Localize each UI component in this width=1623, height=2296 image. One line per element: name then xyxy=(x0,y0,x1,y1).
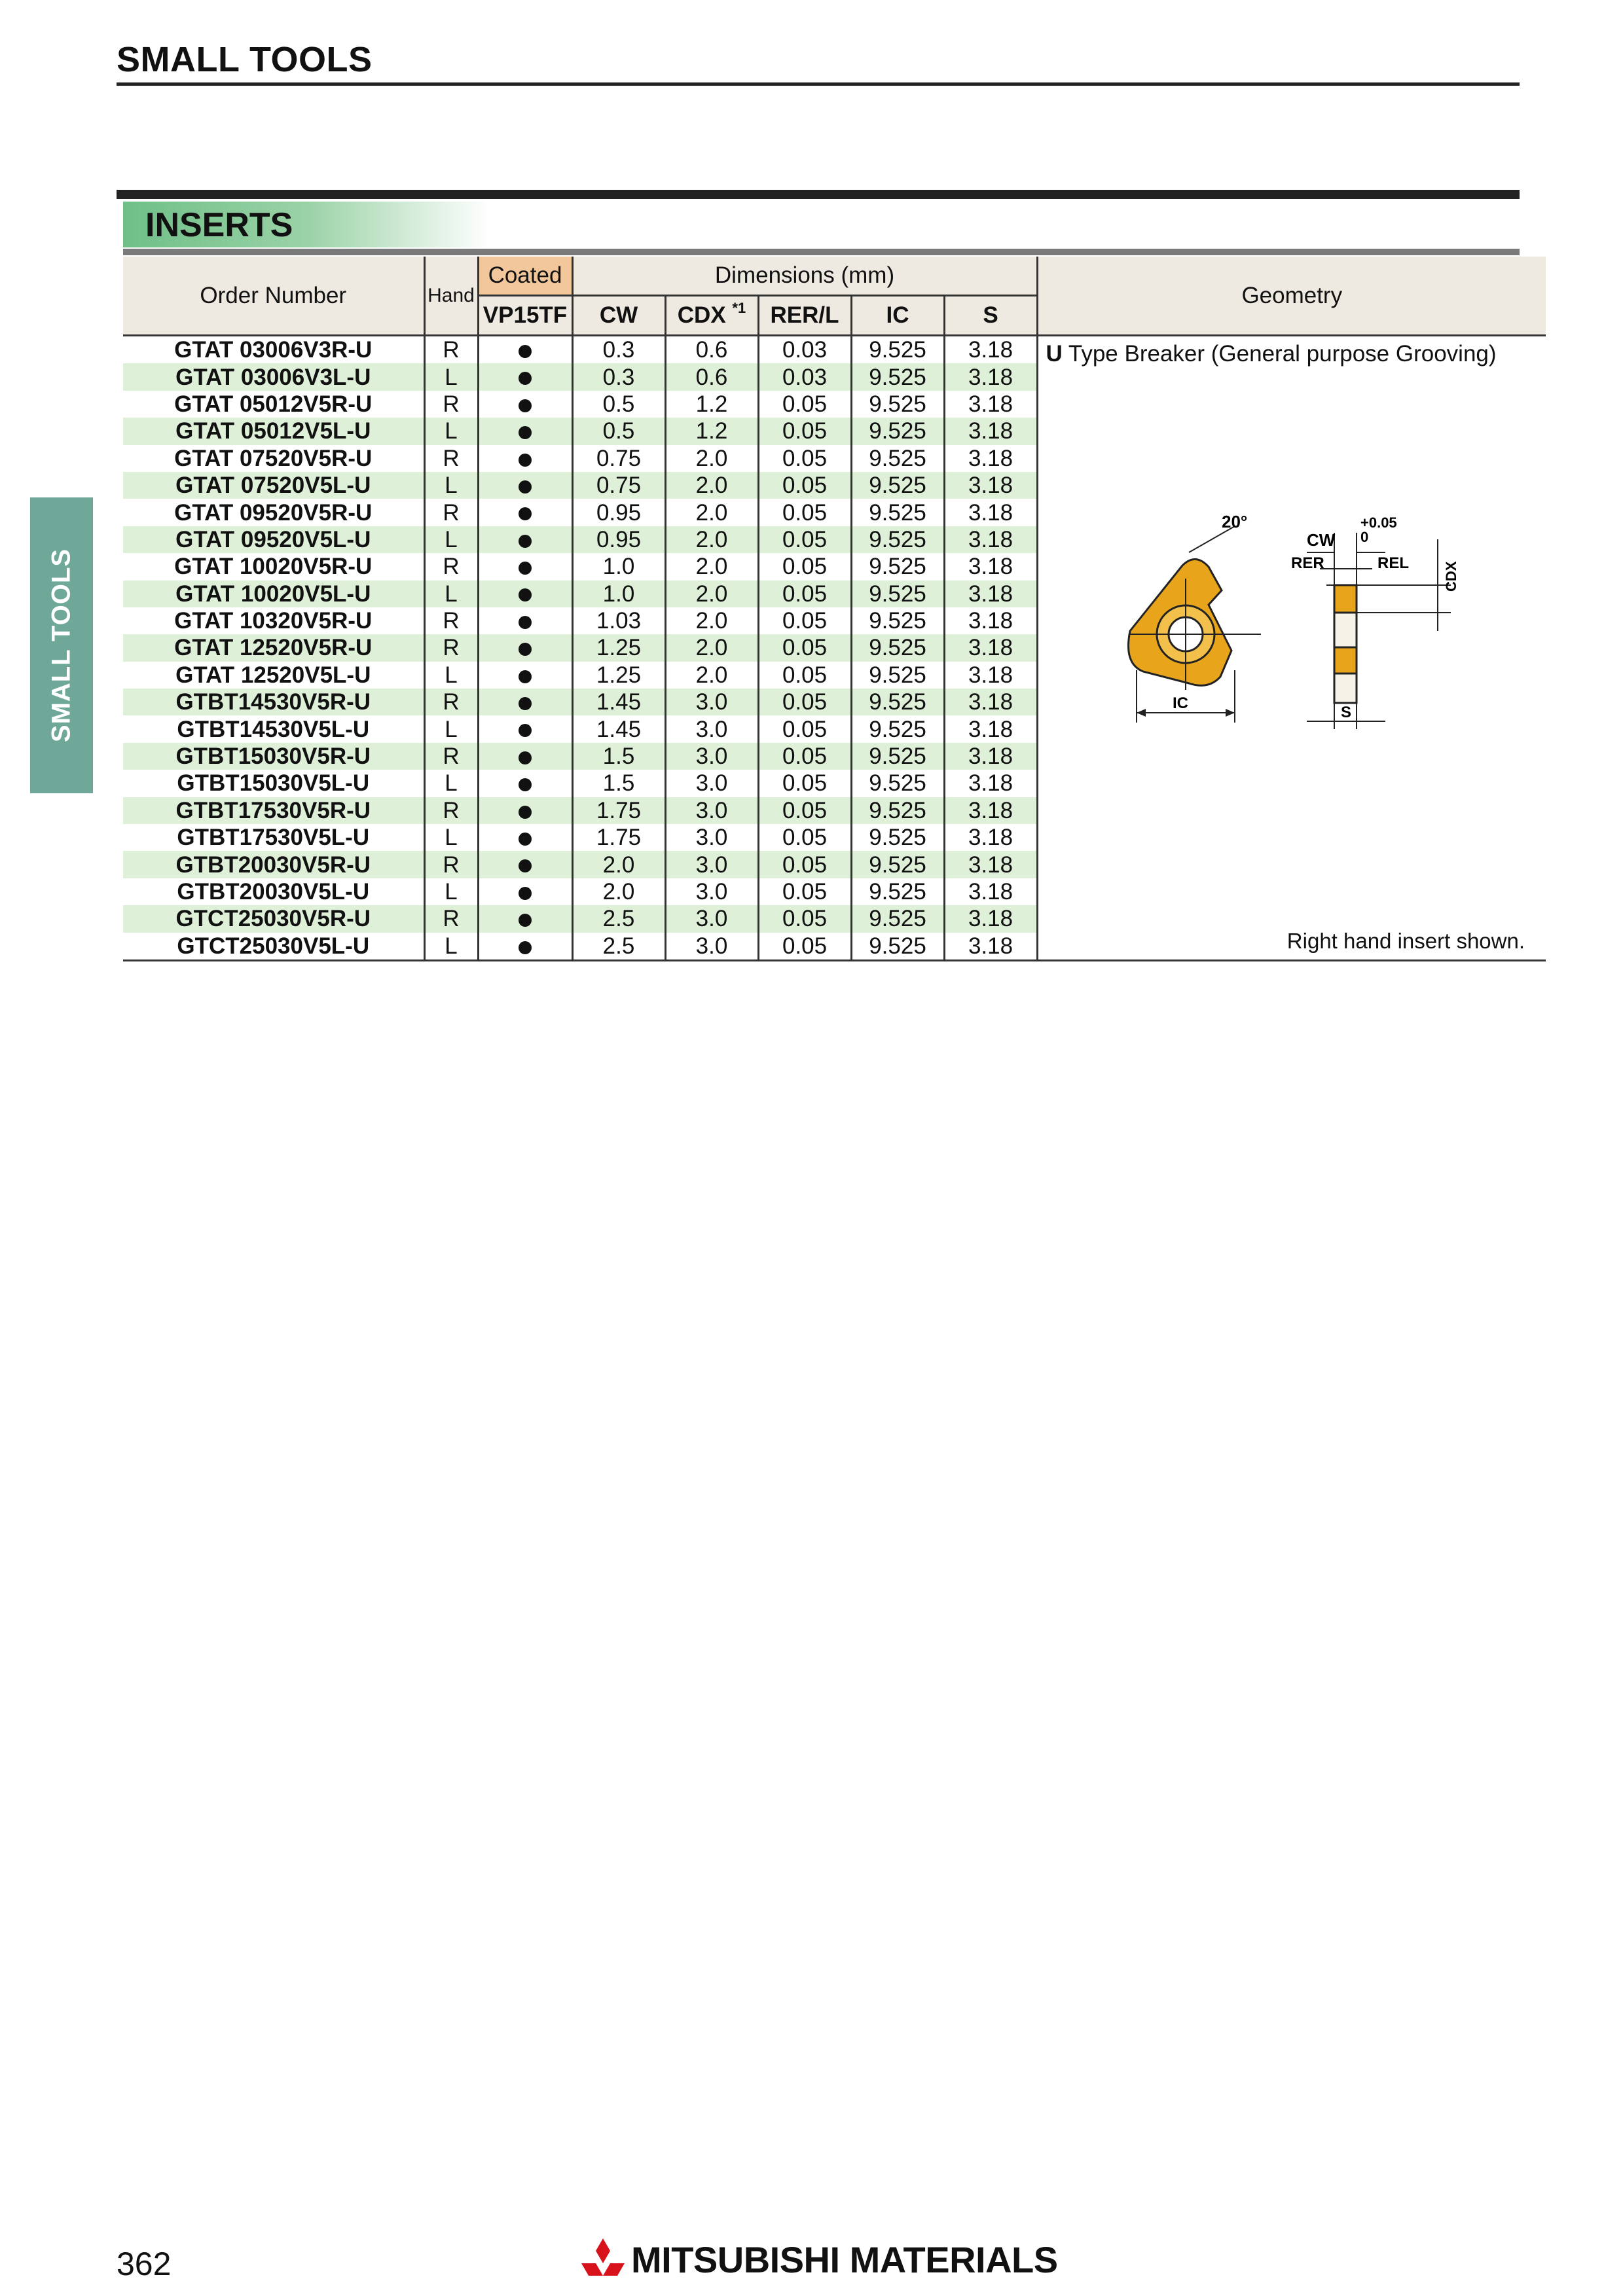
availability-dot-icon xyxy=(519,399,532,412)
rerl-cell: 0.05 xyxy=(758,824,851,851)
hand-cell: R xyxy=(424,607,478,634)
hand-cell: R xyxy=(424,445,478,472)
grade-cell xyxy=(478,553,572,580)
cdx-cell: 0.6 xyxy=(665,363,758,390)
cw-label: CW xyxy=(1306,530,1335,550)
s-cell: 3.18 xyxy=(944,662,1037,689)
grade-cell xyxy=(478,634,572,661)
rerl-cell: 0.05 xyxy=(758,743,851,770)
s-cell: 3.18 xyxy=(944,472,1037,499)
availability-dot-icon xyxy=(519,454,532,467)
rerl-cell: 0.05 xyxy=(758,933,851,961)
cdx-cell: 3.0 xyxy=(665,797,758,824)
rerl-cell: 0.05 xyxy=(758,905,851,932)
hand-cell: R xyxy=(424,851,478,878)
cdx-cell: 3.0 xyxy=(665,770,758,797)
grade-cell xyxy=(478,336,572,364)
order-cell: GTBT14530V5R-U xyxy=(123,689,424,715)
tol-upper-label: +0.05 xyxy=(1360,514,1397,531)
header-ic: IC xyxy=(851,296,944,336)
order-cell: GTAT 12520V5R-U xyxy=(123,634,424,661)
ic-cell: 9.525 xyxy=(851,634,944,661)
header-geometry: Geometry xyxy=(1037,257,1546,336)
ic-cell: 9.525 xyxy=(851,581,944,607)
geometry-cell xyxy=(1037,336,1546,961)
rerl-cell: 0.05 xyxy=(758,391,851,418)
order-cell: GTAT 07520V5R-U xyxy=(174,445,373,471)
grade-cell xyxy=(478,824,572,851)
section-title: INSERTS xyxy=(145,206,293,244)
cdx-cell: 2.0 xyxy=(665,445,758,472)
rerl-cell: 0.05 xyxy=(758,499,851,526)
ic-cell: 9.525 xyxy=(851,905,944,932)
brand-name: MITSUBISHI MATERIALS xyxy=(631,2239,1058,2280)
grade-cell xyxy=(478,472,572,499)
ic-cell: 9.525 xyxy=(851,499,944,526)
hand-cell: L xyxy=(424,526,478,553)
cdx-cell: 2.0 xyxy=(665,526,758,553)
tol-lower-label: 0 xyxy=(1360,529,1368,545)
angle-label: 20° xyxy=(1221,513,1247,531)
availability-dot-icon xyxy=(519,562,532,575)
rerl-cell: 0.05 xyxy=(758,581,851,607)
hand-cell: L xyxy=(424,581,478,607)
inserts-table xyxy=(123,257,1546,961)
cw-cell: 1.75 xyxy=(572,824,665,851)
rerl-cell: 0.05 xyxy=(758,878,851,905)
cw-cell: 1.45 xyxy=(572,715,665,742)
availability-dot-icon xyxy=(519,507,532,520)
order-cell: GTBT15030V5L-U xyxy=(177,770,370,797)
order-cell: GTAT 07520V5L-U xyxy=(123,472,424,499)
s-cell: 3.18 xyxy=(944,581,1037,607)
header-order-number: Order Number xyxy=(123,257,424,336)
grade-cell xyxy=(478,418,572,444)
cw-cell: 2.5 xyxy=(572,905,665,932)
hand-cell: R xyxy=(424,553,478,580)
grade-cell xyxy=(478,526,572,553)
page-number: 362 xyxy=(117,2246,172,2282)
ic-cell: 9.525 xyxy=(851,743,944,770)
availability-dot-icon xyxy=(519,480,532,493)
header-cdx-note: *1 xyxy=(732,300,746,316)
s-cell: 3.18 xyxy=(944,363,1037,390)
cw-cell: 1.25 xyxy=(572,634,665,661)
rerl-cell: 0.05 xyxy=(758,472,851,499)
s-cell: 3.18 xyxy=(944,878,1037,905)
s-cell: 3.18 xyxy=(944,743,1037,770)
cdx-cell: 3.0 xyxy=(665,715,758,742)
hand-cell: L xyxy=(424,878,478,905)
cdx-cell: 2.0 xyxy=(665,607,758,634)
grade-cell xyxy=(478,905,572,932)
hand-cell: L xyxy=(424,933,478,961)
cw-cell: 1.0 xyxy=(572,553,665,580)
rerl-cell: 0.05 xyxy=(758,797,851,824)
ic-cell: 9.525 xyxy=(851,689,944,715)
hand-cell: L xyxy=(424,824,478,851)
cw-cell: 2.0 xyxy=(572,878,665,905)
s-cell: 3.18 xyxy=(944,391,1037,418)
availability-dot-icon xyxy=(519,778,532,791)
breaker-desc: Type Breaker (General purpose Grooving) xyxy=(1068,341,1497,367)
hand-cell: R xyxy=(424,797,478,824)
hand-cell: R xyxy=(424,689,478,715)
cw-cell: 1.0 xyxy=(572,581,665,607)
mitsubishi-logo-icon xyxy=(580,2237,626,2283)
availability-dot-icon xyxy=(519,833,532,846)
cw-cell: 0.95 xyxy=(572,526,665,553)
grade-cell xyxy=(478,689,572,715)
order-cell: GTBT14530V5L-U xyxy=(177,716,370,742)
grade-cell xyxy=(478,581,572,607)
cw-cell: 0.95 xyxy=(572,499,665,526)
rerl-cell: 0.05 xyxy=(758,445,851,472)
ic-cell: 9.525 xyxy=(851,526,944,553)
grade-cell xyxy=(478,715,572,742)
order-cell: GTCT25030V5R-U xyxy=(123,905,424,932)
ic-cell: 9.525 xyxy=(851,878,944,905)
cdx-cell: 2.0 xyxy=(665,553,758,580)
breaker-code: U xyxy=(1046,341,1063,367)
availability-dot-icon xyxy=(519,941,532,954)
section-bar xyxy=(117,190,1520,199)
header-coated: Coated xyxy=(478,257,572,296)
availability-dot-icon xyxy=(519,535,532,548)
hand-cell: R xyxy=(424,336,478,364)
order-cell: GTAT 12520V5L-U xyxy=(175,662,371,688)
s-cell: 3.18 xyxy=(944,851,1037,878)
availability-dot-icon xyxy=(519,372,532,385)
s-cell: 3.18 xyxy=(944,905,1037,932)
order-cell: GTAT 03006V3L-U xyxy=(123,363,424,390)
ic-cell: 9.525 xyxy=(851,472,944,499)
grade-cell xyxy=(478,363,572,390)
rerl-cell: 0.05 xyxy=(758,526,851,553)
header-dimensions: Dimensions (mm) xyxy=(572,257,1037,296)
s-cell: 3.18 xyxy=(944,553,1037,580)
order-cell: GTBT17530V5R-U xyxy=(123,797,424,824)
s-cell: 3.18 xyxy=(944,336,1037,364)
header-cw: CW xyxy=(572,296,665,336)
grade-cell xyxy=(478,499,572,526)
hand-cell: L xyxy=(424,363,478,390)
cdx-cell: 3.0 xyxy=(665,743,758,770)
header-cdx-label: CDX xyxy=(677,302,726,328)
cdx-cell: 2.0 xyxy=(665,634,758,661)
header-rule xyxy=(117,82,1520,86)
hand-cell: R xyxy=(424,391,478,418)
hand-cell: L xyxy=(424,662,478,689)
grade-cell xyxy=(478,770,572,797)
ic-cell: 9.525 xyxy=(851,391,944,418)
cw-cell: 0.3 xyxy=(572,363,665,390)
s-cell: 3.18 xyxy=(944,797,1037,824)
ic-cell: 9.525 xyxy=(851,445,944,472)
availability-dot-icon xyxy=(519,751,532,764)
s-cell: 3.18 xyxy=(944,634,1037,661)
geometry-title xyxy=(1046,340,1497,367)
order-cell: GTAT 05012V5L-U xyxy=(123,418,424,444)
cw-cell: 1.03 xyxy=(572,607,665,634)
rerl-cell: 0.05 xyxy=(758,715,851,742)
ic-cell: 9.525 xyxy=(851,933,944,961)
ic-cell: 9.525 xyxy=(851,770,944,797)
hand-cell: L xyxy=(424,418,478,444)
cw-cell: 2.5 xyxy=(572,933,665,961)
ic-cell: 9.525 xyxy=(851,824,944,851)
rerl-cell: 0.05 xyxy=(758,851,851,878)
grade-cell xyxy=(478,851,572,878)
geometry-note: Right hand insert shown. xyxy=(1286,928,1525,953)
cdx-label: CDX xyxy=(1442,561,1459,592)
s-cell: 3.18 xyxy=(944,770,1037,797)
availability-dot-icon xyxy=(519,887,532,900)
header-s: S xyxy=(944,296,1037,336)
hand-cell: R xyxy=(424,499,478,526)
cw-cell: 1.45 xyxy=(572,689,665,715)
ic-cell: 9.525 xyxy=(851,797,944,824)
s-cell: 3.18 xyxy=(944,418,1037,444)
cdx-cell: 3.0 xyxy=(665,878,758,905)
section-underline xyxy=(123,249,1520,255)
ic-cell: 9.525 xyxy=(851,851,944,878)
ic-cell: 9.525 xyxy=(851,363,944,390)
availability-dot-icon xyxy=(519,697,532,710)
cdx-cell: 3.0 xyxy=(665,905,758,932)
rerl-cell: 0.05 xyxy=(758,553,851,580)
s-cell: 3.18 xyxy=(944,824,1037,851)
header-rerl: RER/L xyxy=(758,296,851,336)
cdx-cell: 3.0 xyxy=(665,689,758,715)
ic-cell: 9.525 xyxy=(851,336,944,364)
order-cell: GTAT 09520V5L-U xyxy=(123,526,424,553)
cw-cell: 0.3 xyxy=(572,336,665,364)
cdx-cell: 3.0 xyxy=(665,824,758,851)
s-cell: 3.18 xyxy=(944,526,1037,553)
grade-cell xyxy=(478,743,572,770)
order-cell: GTAT 05012V5R-U xyxy=(174,391,373,417)
hand-cell: L xyxy=(424,715,478,742)
insert-top-view xyxy=(1128,526,1261,723)
s-cell: 3.18 xyxy=(944,445,1037,472)
cw-cell: 0.5 xyxy=(572,418,665,444)
s-cell: 3.18 xyxy=(944,499,1037,526)
availability-dot-icon xyxy=(519,588,532,601)
s-label: S xyxy=(1340,704,1351,721)
availability-dot-icon xyxy=(519,859,532,872)
availability-dot-icon xyxy=(519,724,532,737)
header-cdx xyxy=(665,296,758,336)
rerl-cell: 0.05 xyxy=(758,662,851,689)
ic-cell: 9.525 xyxy=(851,715,944,742)
hand-cell: L xyxy=(424,770,478,797)
cdx-cell: 3.0 xyxy=(665,933,758,961)
order-cell: GTCT25030V5L-U xyxy=(123,933,424,961)
grade-cell xyxy=(478,797,572,824)
table-row xyxy=(123,336,1546,364)
order-cell: GTAT 10320V5R-U xyxy=(174,608,373,634)
availability-dot-icon xyxy=(519,345,532,358)
cdx-cell: 1.2 xyxy=(665,418,758,444)
ic-cell: 9.525 xyxy=(851,607,944,634)
cw-cell: 0.5 xyxy=(572,391,665,418)
side-tab xyxy=(30,497,93,793)
header-title: SMALL TOOLS xyxy=(117,40,373,79)
cdx-cell: 3.0 xyxy=(665,851,758,878)
grade-cell xyxy=(478,607,572,634)
ic-cell: 9.525 xyxy=(851,418,944,444)
rerl-cell: 0.05 xyxy=(758,770,851,797)
rer-label: RER xyxy=(1290,554,1324,572)
cw-cell: 0.75 xyxy=(572,445,665,472)
hand-cell: L xyxy=(424,472,478,499)
availability-dot-icon xyxy=(519,670,532,683)
grade-cell xyxy=(478,445,572,472)
cdx-cell: 2.0 xyxy=(665,581,758,607)
ic-cell: 9.525 xyxy=(851,662,944,689)
availability-dot-icon xyxy=(519,426,532,439)
cw-cell: 2.0 xyxy=(572,851,665,878)
rerl-cell: 0.05 xyxy=(758,418,851,444)
cdx-cell: 1.2 xyxy=(665,391,758,418)
order-cell: GTAT 10020V5L-U xyxy=(123,581,424,607)
rerl-cell: 0.05 xyxy=(758,634,851,661)
availability-dot-icon xyxy=(519,914,532,927)
availability-dot-icon xyxy=(519,616,532,629)
table-body xyxy=(123,336,1546,961)
cw-cell: 0.75 xyxy=(572,472,665,499)
rerl-cell: 0.05 xyxy=(758,689,851,715)
cdx-cell: 2.0 xyxy=(665,472,758,499)
ic-cell: 9.525 xyxy=(851,553,944,580)
grade-cell xyxy=(478,662,572,689)
availability-dot-icon xyxy=(519,643,532,656)
s-cell: 3.18 xyxy=(944,715,1037,742)
order-cell: GTBT20030V5R-U xyxy=(123,851,424,878)
grade-cell xyxy=(478,391,572,418)
cdx-cell: 0.6 xyxy=(665,336,758,364)
rel-label: REL xyxy=(1377,554,1409,572)
s-cell: 3.18 xyxy=(944,607,1037,634)
order-cell: GTAT 10020V5R-U xyxy=(174,554,373,580)
rerl-cell: 0.03 xyxy=(758,336,851,364)
cw-cell: 1.5 xyxy=(572,743,665,770)
header-hand: Hand xyxy=(424,257,478,336)
hand-cell: R xyxy=(424,634,478,661)
header-grade: VP15TF xyxy=(478,296,572,336)
ic-label: IC xyxy=(1172,694,1188,712)
order-cell: GTBT17530V5L-U xyxy=(177,825,370,851)
grade-cell xyxy=(478,878,572,905)
availability-dot-icon xyxy=(519,806,532,819)
cdx-cell: 2.0 xyxy=(665,662,758,689)
hand-cell: R xyxy=(424,743,478,770)
order-cell: GTBT15030V5R-U xyxy=(123,743,424,770)
cw-cell: 1.75 xyxy=(572,797,665,824)
cdx-cell: 2.0 xyxy=(665,499,758,526)
rerl-cell: 0.03 xyxy=(758,363,851,390)
s-cell: 3.18 xyxy=(944,689,1037,715)
grade-cell xyxy=(478,933,572,961)
rerl-cell: 0.05 xyxy=(758,607,851,634)
order-cell: GTAT 09520V5R-U xyxy=(174,499,373,526)
insert-diagram xyxy=(1110,513,1477,762)
side-tab-label: SMALL TOOLS xyxy=(46,548,76,743)
s-cell: 3.18 xyxy=(944,933,1037,961)
cw-cell: 1.5 xyxy=(572,770,665,797)
hand-cell: R xyxy=(424,905,478,932)
cw-cell: 1.25 xyxy=(572,662,665,689)
order-cell: GTBT20030V5L-U xyxy=(177,879,370,905)
order-cell: GTAT 03006V3R-U xyxy=(174,337,373,363)
